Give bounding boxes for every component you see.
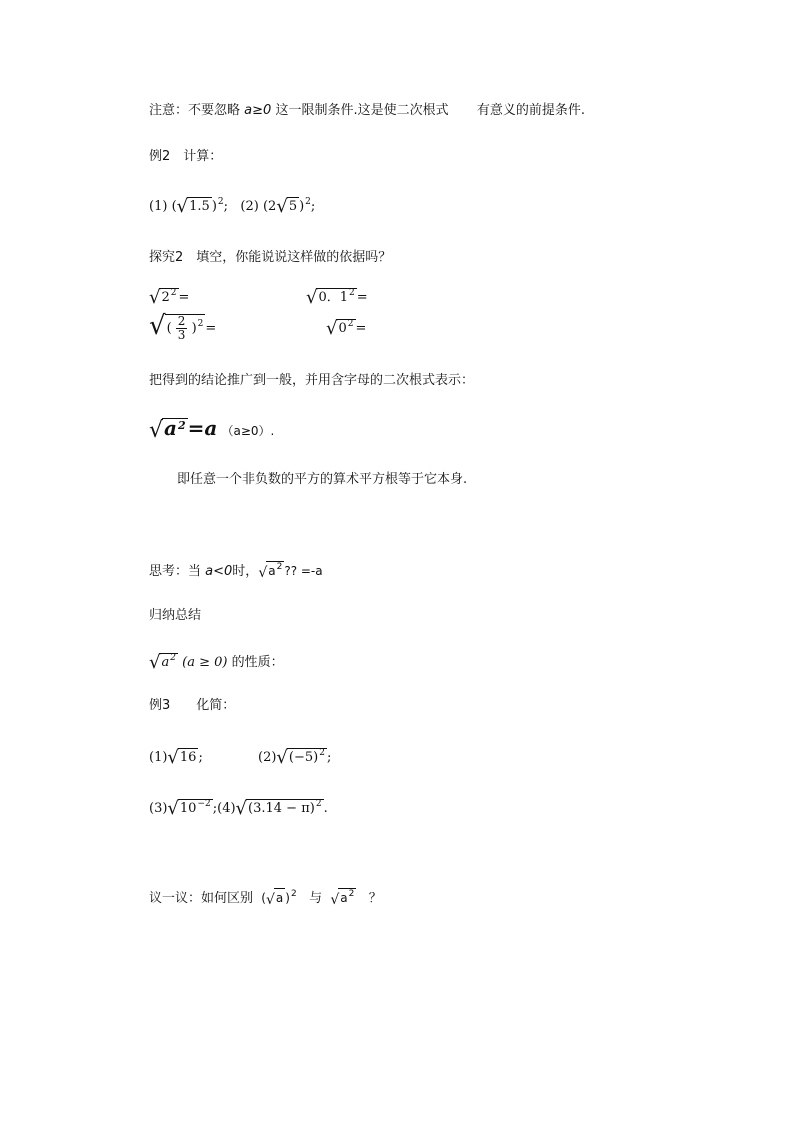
discuss-line: 议一议：如何区别 (√a )$^2$ 与 $√a^2$ ？ (149, 889, 382, 908)
generalize-text: 把得到的结论推广到一般，并用含字母的二次根式表示： (149, 373, 475, 388)
meaning-line (177, 471, 467, 489)
note-suffix: 这一限制条件.这是使二次根式 (275, 103, 449, 118)
property-sqrt: $√a^2$ (149, 652, 176, 673)
property-line (149, 652, 284, 673)
fill-row-1-right: √0．$1^2$ = (306, 287, 368, 308)
meaning-text: 即任意一个非负数的平方的算术平方根等于它本身. (177, 472, 468, 487)
calc-part2-label: (2) (240, 199, 259, 214)
summary-label: 归纳总结 (149, 608, 202, 623)
property-tail: 的性质： (231, 655, 284, 670)
fill-sqrt-b: √0．$1^2$ (306, 287, 355, 308)
calc-line: (1) (√1.5 )$^2$; (2) (2√5 )$^2$; (149, 196, 316, 217)
fill-row-1-left: $√2^2$ = (149, 287, 190, 308)
simplify-row-1-left: (1)√16 ; (149, 747, 203, 768)
formula-rhs: =a (187, 416, 218, 440)
formula-line (149, 418, 274, 441)
simplify-sqrt-2: $√(-5)^2$ (276, 747, 325, 768)
discuss-prefix: 议一议：如何区别 (149, 891, 254, 906)
discuss-mid: 与 (309, 891, 323, 906)
calc-sqrt-2: √5 (276, 196, 298, 217)
formula-condition: （a≥0）. (221, 424, 275, 438)
property-condition: (a ≥ 0) (182, 655, 228, 670)
think-sqrt: $√a^2$ (258, 562, 283, 581)
note-line (149, 102, 585, 120)
calc-part1-label: (1) (149, 199, 168, 214)
think-prefix: 思考：当 (149, 564, 202, 579)
fill-row-2-right: $√0^2$ = (326, 318, 367, 339)
fill-sqrt-d: $√0^2$ (326, 318, 354, 339)
think-mid: 时， (232, 564, 259, 579)
example2-heading (149, 148, 222, 166)
calc-sqrt-1: √1.5 (176, 196, 210, 217)
fill-row-2-left: √( $\frac{2}{3}$ )$^2$ = (149, 311, 217, 342)
fill-sqrt-c: √( $\frac{2}{3}$ )$^2$ (149, 311, 204, 342)
explore2-label: 探究2 填空，你能说说这样做的依据吗？ (149, 250, 392, 265)
think-line (149, 561, 323, 582)
simplify-sqrt-4: $√(3.14 - \pi)^2$ (235, 798, 322, 819)
discuss-sqrt-1: √a (266, 888, 285, 907)
generalize-line (149, 372, 474, 390)
note-condition: a≥0 (244, 103, 272, 118)
note-tail: 有意义的前提条件. (476, 103, 585, 118)
simplify-row-1-right: $(2)√(-5)^2$ ; (258, 747, 332, 768)
simplify-row-2: $(3)√10^{-2}$ ;(4)√(3.14 − π)$^2$ . (149, 798, 328, 819)
example3-heading (149, 697, 235, 715)
think-tail: ?? =-a (284, 564, 323, 578)
discuss-sqrt-2: $√a^2$ (330, 889, 355, 908)
formula-sqrt: $√a^2$ (149, 416, 186, 443)
simplify-sqrt-1: √16 (167, 747, 197, 768)
discuss-end: ？ (368, 891, 382, 906)
note-prefix: 注意：不要忽略 (149, 103, 241, 118)
explore2-heading (149, 249, 391, 267)
simplify-sqrt-3: $√10^{-2}$ (167, 798, 211, 819)
fill-sqrt-a: $√2^2$ (149, 287, 177, 308)
example2-label: 例2 计算： (149, 149, 223, 164)
example3-label: 例3 化简： (149, 698, 236, 713)
think-condition: a<0 (205, 564, 233, 579)
summary-heading (149, 607, 201, 625)
fill-fraction: $\frac{2}{3}$ (177, 314, 186, 342)
